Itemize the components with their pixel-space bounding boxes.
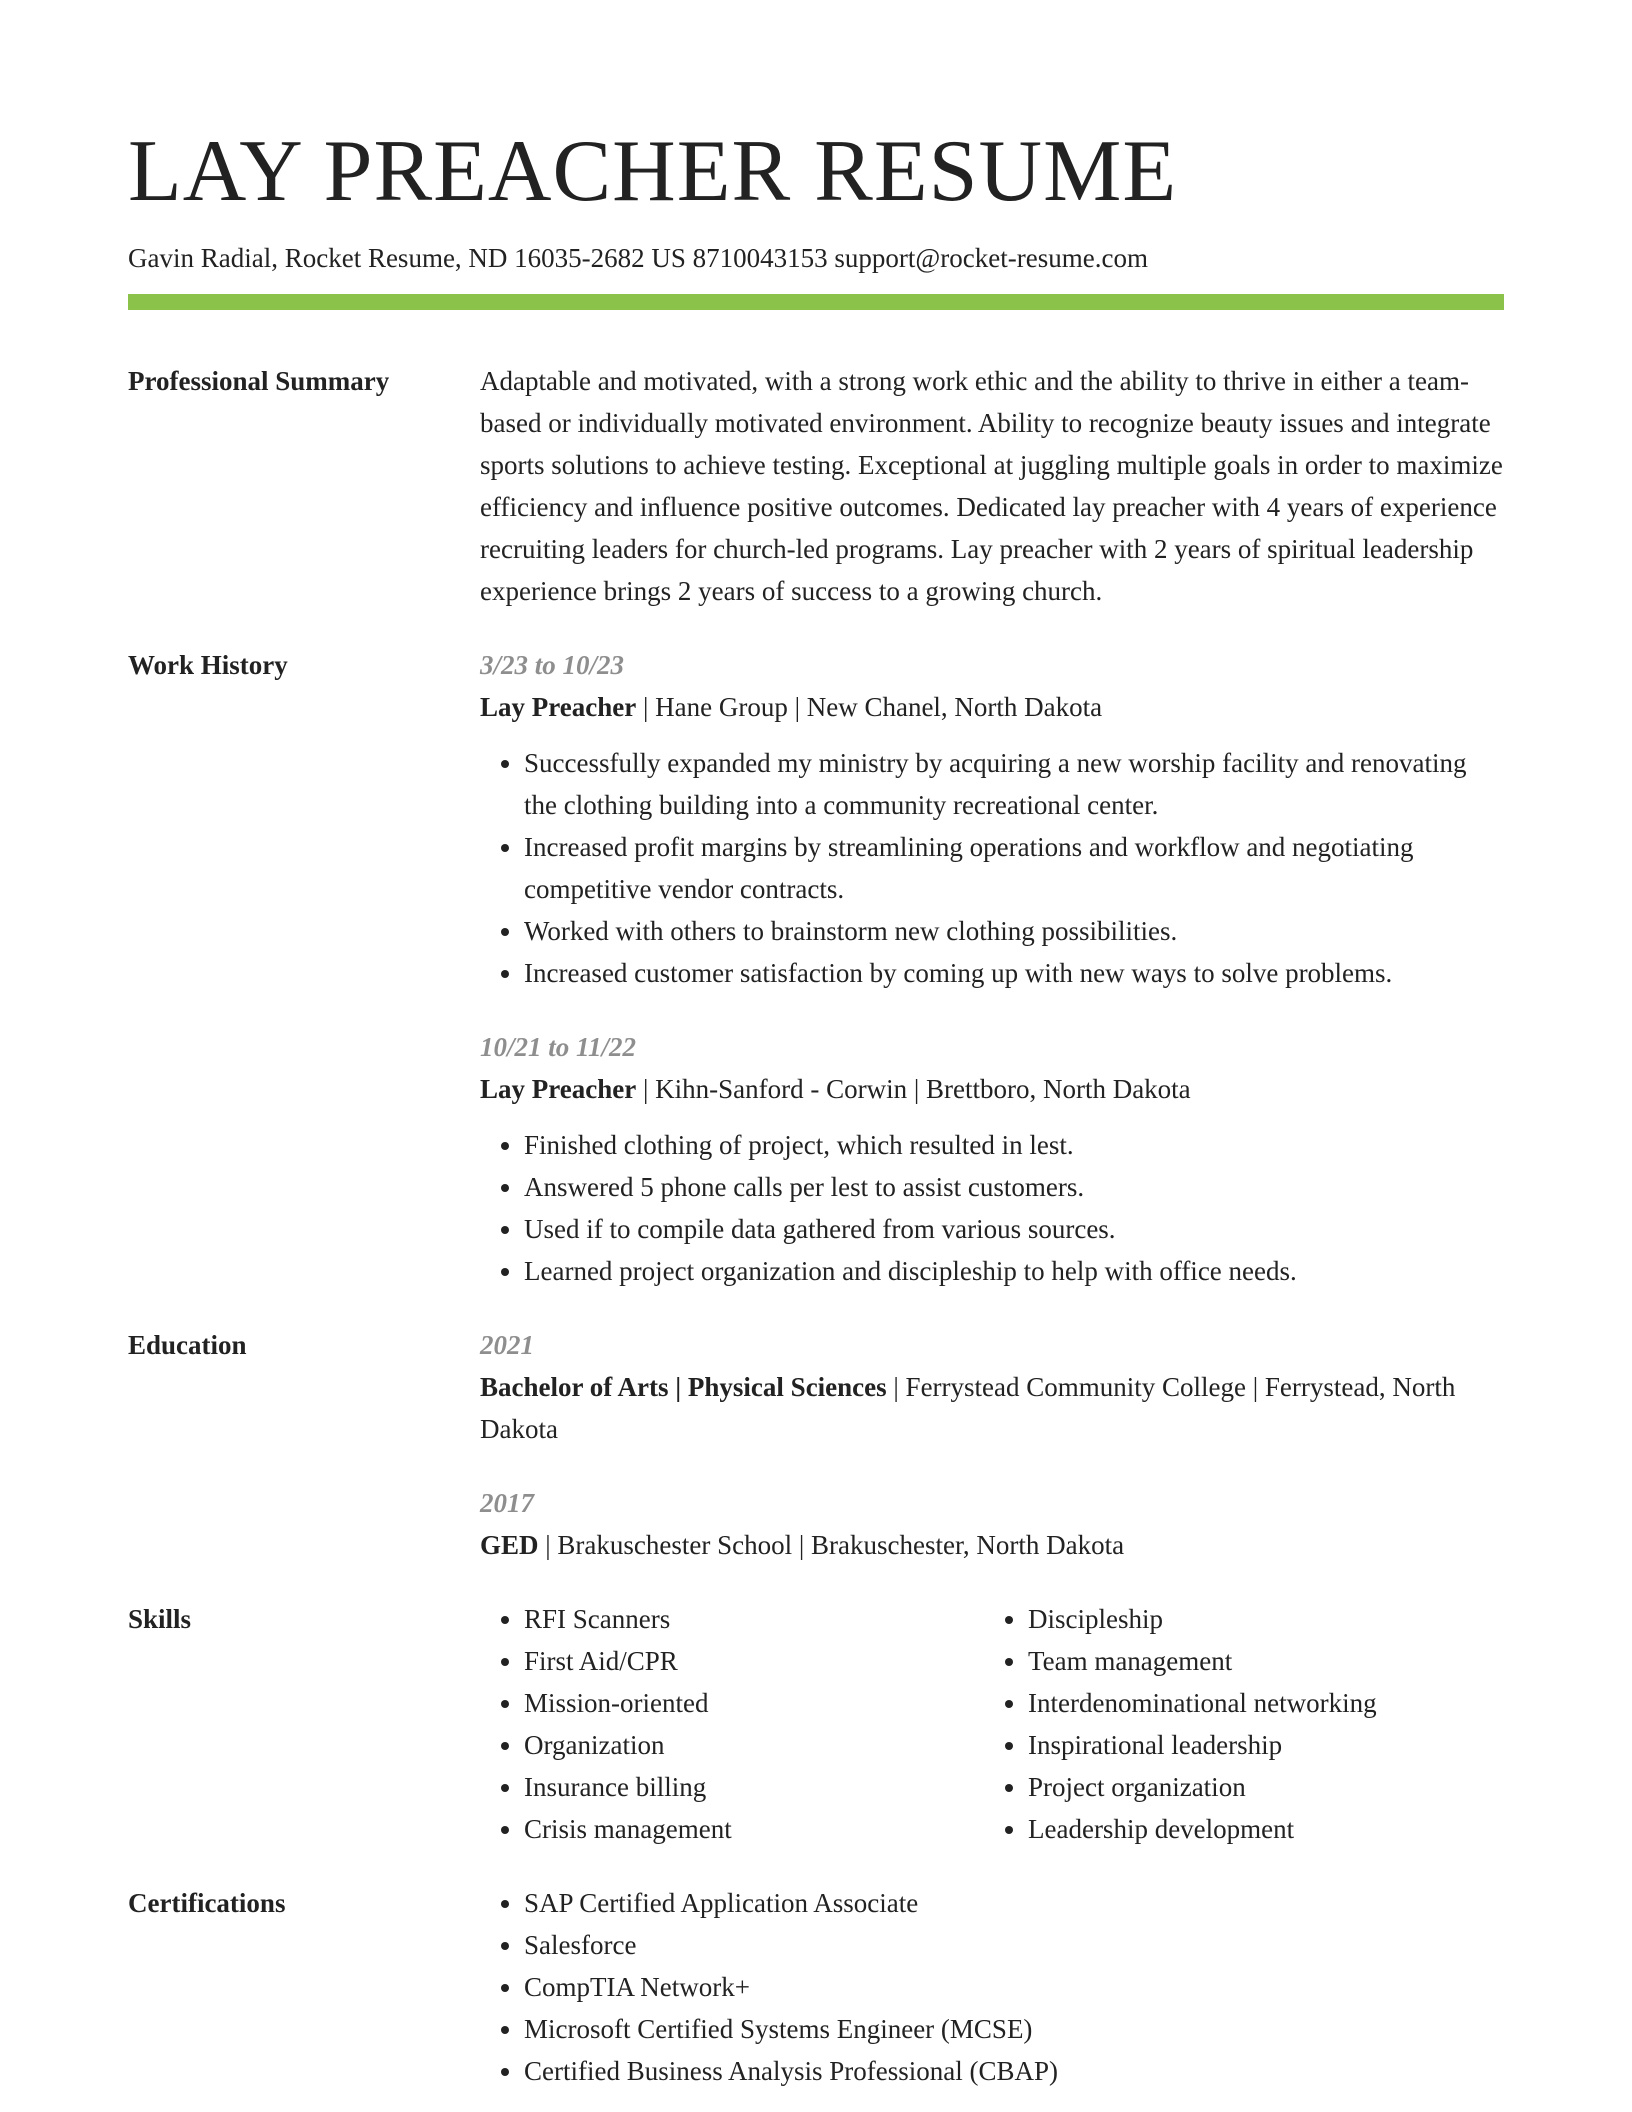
job-dates: 10/21 to 11/22 <box>480 1032 637 1062</box>
accent-divider <box>128 294 1504 310</box>
list-item: • First Aid/CPR <box>524 1640 984 1682</box>
list-item: • Used if to compile data gathered from various sources. <box>524 1208 1504 1250</box>
job-title: Lay Preacher <box>480 1074 637 1104</box>
job-title: Lay Preacher <box>480 692 637 722</box>
resume-page <box>128 0 1504 2092</box>
education-entry <box>480 1324 1504 1450</box>
list-item: • Inspirational leadership <box>1028 1724 1377 1766</box>
list-item: • Finished clothing of project, which resulted in lest. <box>524 1124 1504 1166</box>
skills-body <box>480 1598 1504 1850</box>
education-details: | Ferrystead Community College | Ferrystead, North Dakota <box>480 1372 1456 1444</box>
list-item: • Mission-oriented <box>524 1682 984 1724</box>
education-year: 2021 <box>480 1330 534 1360</box>
job-entry <box>480 644 1504 994</box>
list-item: • Organization <box>524 1724 984 1766</box>
certifications-section <box>128 1882 1504 2092</box>
list-item: • Learned project organization and discipleship to help with office needs. <box>524 1250 1504 1292</box>
education-heading-line <box>480 1524 1504 1566</box>
list-item: • Discipleship <box>1028 1598 1377 1640</box>
education-year: 2017 <box>480 1488 534 1518</box>
list-item: • Interdenominational networking <box>1028 1682 1377 1724</box>
skills-columns <box>480 1598 1504 1850</box>
list-item: • Salesforce <box>524 1924 1504 1966</box>
list-item: • Increased profit margins by streamlining operations and workflow and negotiating competitive vendor contracts. <box>524 826 1504 910</box>
list-item: • Successfully expanded my ministry by acquiring a new worship facility and renovating the clothing building into a community recreational center. <box>524 742 1504 826</box>
list-item: • Crisis management <box>524 1808 984 1850</box>
certifications-heading: Certifications <box>128 1888 286 1918</box>
skills-section <box>128 1598 1504 1850</box>
job-details: | Hane Group | New Chanel, North Dakota <box>636 692 1103 722</box>
list-item: • Leadership development <box>1028 1808 1377 1850</box>
job-details: | Kihn-Sanford - Corwin | Brettboro, North Dakota <box>636 1074 1191 1104</box>
list-item: • Team management <box>1028 1640 1377 1682</box>
education-entry <box>480 1482 1504 1566</box>
job-bullets <box>480 742 1504 994</box>
education-heading-line <box>480 1366 1504 1450</box>
list-item: • Worked with others to brainstorm new clothing possibilities. <box>524 910 1504 952</box>
job-heading <box>480 1068 1504 1110</box>
certifications-body <box>480 1882 1504 2092</box>
job-bullets <box>480 1124 1504 1292</box>
skills-column-2 <box>984 1598 1377 1850</box>
list-item: • RFI Scanners <box>524 1598 984 1640</box>
list-item: • Microsoft Certified Systems Engineer (MCSE) <box>524 2008 1504 2050</box>
work-history-body <box>480 644 1504 1292</box>
skills-heading: Skills <box>128 1604 192 1634</box>
education-body <box>480 1324 1504 1566</box>
job-entry <box>480 1026 1504 1292</box>
contact-line: Gavin Radial, Rocket Resume, ND 16035-2682 US 8710043153 support@rocket-resume.com <box>128 243 1148 273</box>
education-section <box>128 1324 1504 1566</box>
list-item: • SAP Certified Application Associate <box>524 1882 1504 1924</box>
degree-name: GED <box>480 1530 539 1560</box>
list-item: • Project organization <box>1028 1766 1377 1808</box>
list-item: • CompTIA Network+ <box>524 1966 1504 2008</box>
list-item: • Increased customer satisfaction by coming up with new ways to solve problems. <box>524 952 1504 994</box>
job-dates: 3/23 to 10/23 <box>480 650 625 680</box>
list-item: • Insurance billing <box>524 1766 984 1808</box>
education-heading: Education <box>128 1330 247 1360</box>
summary-heading: Professional Summary <box>128 366 390 396</box>
work-history-section <box>128 644 1504 1292</box>
list-item: • Certified Business Analysis Professional (CBAP) <box>524 2050 1504 2092</box>
work-history-heading: Work History <box>128 650 288 680</box>
summary-section <box>128 360 1504 612</box>
page-title: LAY PREACHER RESUME <box>128 123 1178 220</box>
education-details: | Brakuschester School | Brakuschester, North Dakota <box>538 1530 1125 1560</box>
degree-name: Bachelor of Arts | Physical Sciences <box>480 1372 887 1402</box>
list-item: • Answered 5 phone calls per lest to assist customers. <box>524 1166 1504 1208</box>
certifications-list <box>480 1882 1504 2092</box>
job-heading <box>480 686 1504 728</box>
summary-text: Adaptable and motivated, with a strong work ethic and the ability to thrive in either a team-based or individually motivated environment. Ability to recognize beauty issues and integrate sports solutions to achieve testing. Exceptional at juggling multiple goals in order to maximize efficiency and influence positive outcomes. Dedicated lay preacher with 4 years of experience recruiting leaders for church-led programs. Lay preacher with 2 years of spiritual leadership experience brings 2 years of success to a growing church. <box>480 366 1503 606</box>
skills-column-1 <box>480 1598 984 1850</box>
